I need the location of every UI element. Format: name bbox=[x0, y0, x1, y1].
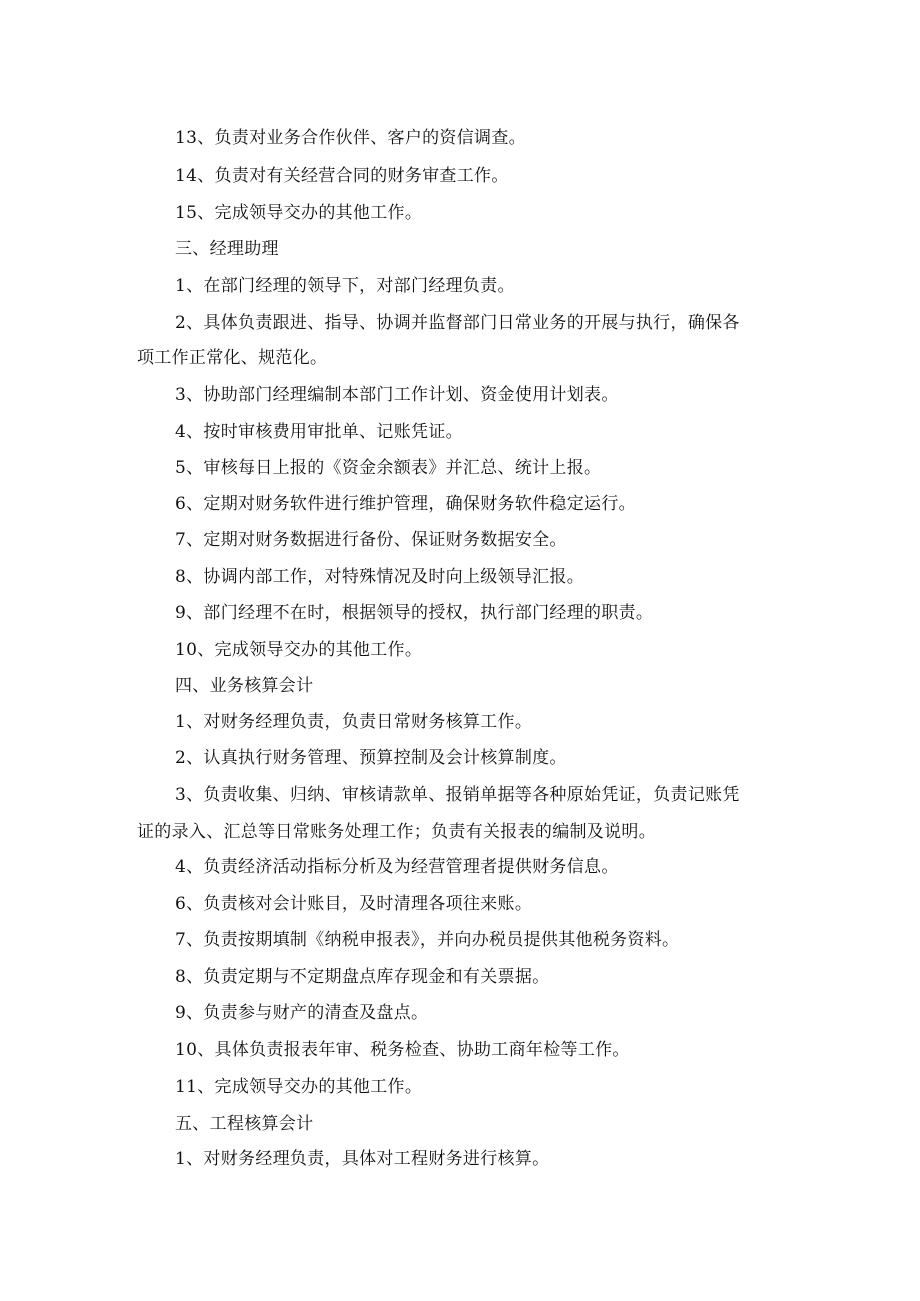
section-heading: 三、经理助理 bbox=[175, 239, 279, 259]
list-item: 4、负责经济活动指标分析及为经营管理者提供财务信息。 bbox=[175, 857, 619, 877]
section-heading: 五、工程核算会计 bbox=[175, 1114, 314, 1134]
list-item: 5、审核每日上报的《资金余额表》并汇总、统计上报。 bbox=[175, 458, 602, 478]
list-item: 2、具体负责跟进、指导、协调并监督部门日常业务的开展与执行，确保各 bbox=[175, 313, 740, 333]
list-item-continuation: 证的录入、汇总等日常账务处理工作；负责有关报表的编制及说明。 bbox=[137, 822, 656, 842]
list-item: 1、对财务经理负责，负责日常财务核算工作。 bbox=[175, 712, 533, 732]
list-item: 8、协调内部工作，对特殊情况及时向上级领导汇报。 bbox=[175, 567, 585, 587]
list-item: 3、负责收集、归纳、审核请款单、报销单据等各种原始凭证，负责记账凭 bbox=[175, 785, 740, 805]
list-item: 10、具体负责报表年审、税务检查、协助工商年检等工作。 bbox=[175, 1040, 630, 1060]
list-item: 1、在部门经理的领导下，对部门经理负责。 bbox=[175, 276, 515, 296]
list-item: 13、负责对业务合作伙伴、客户的资信调查。 bbox=[175, 128, 526, 148]
list-item: 6、定期对财务软件进行维护管理，确保财务软件稳定运行。 bbox=[175, 494, 636, 514]
list-item: 8、负责定期与不定期盘点库存现金和有关票据。 bbox=[175, 967, 550, 987]
section-heading: 四、业务核算会计 bbox=[175, 676, 314, 696]
list-item: 2、认真执行财务管理、预算控制及会计核算制度。 bbox=[175, 748, 567, 768]
list-item: 10、完成领导交办的其他工作。 bbox=[175, 640, 423, 660]
list-item: 1、对财务经理负责，具体对工程财务进行核算。 bbox=[175, 1149, 550, 1169]
list-item: 14、负责对有关经营合同的财务审查工作。 bbox=[175, 166, 509, 186]
list-item: 6、负责核对会计账目，及时清理各项往来账。 bbox=[175, 894, 533, 914]
list-item: 9、部门经理不在时，根据领导的授权，执行部门经理的职责。 bbox=[175, 603, 654, 623]
list-item-continuation: 项工作正常化、规范化。 bbox=[137, 348, 328, 368]
list-item: 7、负责按期填制《纳税申报表》，并向办税员提供其他税务资料。 bbox=[175, 930, 680, 950]
list-item: 7、定期对财务数据进行备份、保证财务数据安全。 bbox=[175, 530, 567, 550]
list-item: 11、完成领导交办的其他工作。 bbox=[175, 1077, 423, 1097]
list-item: 9、负责参与财产的清查及盘点。 bbox=[175, 1003, 429, 1023]
list-item: 3、协助部门经理编制本部门工作计划、资金使用计划表。 bbox=[175, 385, 619, 405]
list-item: 15、完成领导交办的其他工作。 bbox=[175, 203, 423, 223]
list-item: 4、按时审核费用审批单、记账凭证。 bbox=[175, 422, 463, 442]
